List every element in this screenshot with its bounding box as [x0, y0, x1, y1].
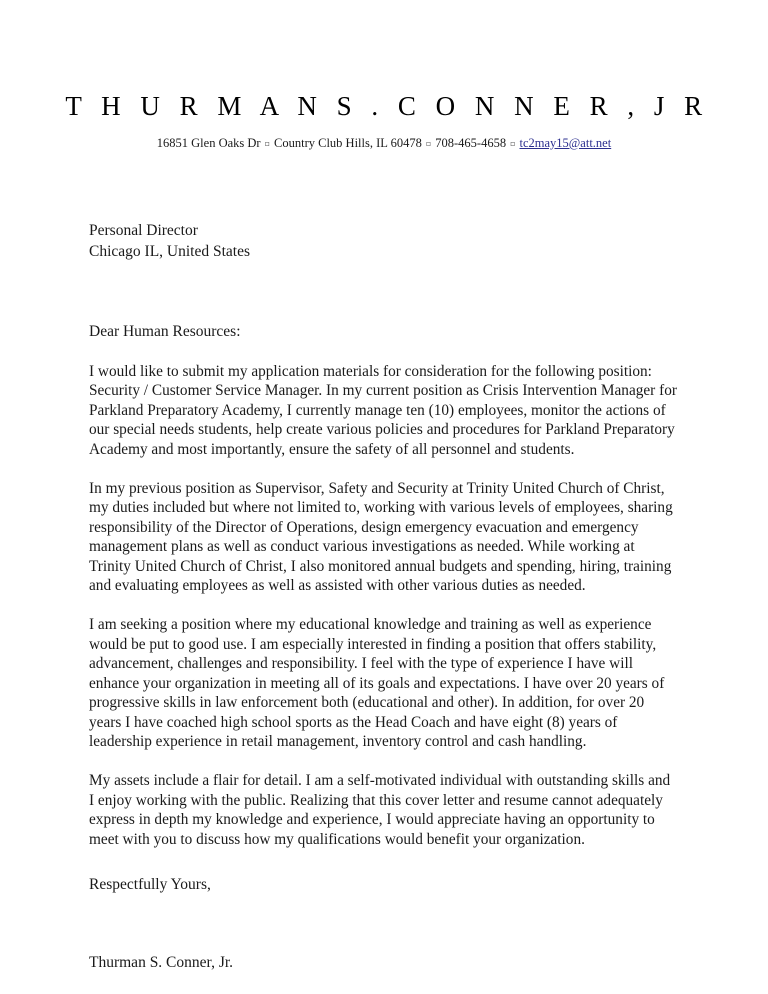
- closing-line: Respectfully Yours,: [89, 875, 211, 893]
- contact-line: [0, 136, 768, 151]
- city-state-zip: Country Club Hills, IL 60478: [274, 135, 422, 150]
- street-address: 16851 Glen Oaks Dr: [156, 135, 261, 150]
- body-paragraph-1: I would like to submit my application materials for consideration for the following position: Security / Customer Service Manager. In my current position as Crisis Intervention Manager for Parkland Preparatory Academy, I currently manage ten (10) employees, monitor the actions of our special needs students, help create various policies and procedures for Parkland Preparatory Academy and most importantly, ensure the safety of all personnel and students.: [89, 363, 677, 458]
- separator-square-icon: ▫: [264, 138, 271, 148]
- body-paragraph-4: My assets include a flair for detail. I am a self-motivated individual with outstanding skills and I enjoy working with the public. Realizing that this cover letter and resume cannot adequately express in depth my knowledge and experience, I would appreciate having an opportunity to meet with you to discuss how my qualifications would benefit your organization.: [89, 772, 671, 848]
- letterhead: [0, 92, 768, 151]
- page-title: T H U R M A N S . C O N N E R , J R: [65, 91, 709, 121]
- recipient-line-2: Chicago IL, United States: [89, 243, 250, 260]
- phone-number: 708-465-4658: [435, 135, 507, 150]
- signature-name: Thurman S. Conner, Jr.: [89, 953, 234, 971]
- body-paragraph-3: I am seeking a position where my educational knowledge and training as well as experience would be put to good use. I am especially interested in finding a position that offers stability, advancement, challenges and responsibility. I feel with the type of experience I have will enhance your organization in meeting all of its goals and expectations. I have over 20 years of progressive skills in law enforcement both (educational and other). In addition, for over 20 years I have coached high school sports as the Head Coach and have eight (8) years of leadership experience in retail management, inventory control and cash handling.: [89, 616, 665, 750]
- recipient-block: [89, 220, 679, 262]
- email-link[interactable]: tc2may15@att.net: [519, 135, 612, 150]
- recipient-line-1: Personal Director: [89, 222, 198, 239]
- body-paragraph-2: In my previous position as Supervisor, Safety and Security at Trinity United Church of Christ, my duties included but where not limited to, working with various levels of employees, sharing responsibility of the Director of Operations, design emergency evacuation and emergency management plans as well as conduct various investigations as needed. While working at Trinity United Church of Christ, I also monitored annual budgets and spending, hiring, training and evaluating employees as well as assisted with other various duties as needed.: [89, 480, 673, 595]
- salutation: Dear Human Resources:: [89, 323, 241, 340]
- separator-square-icon: ▫: [425, 138, 432, 148]
- separator-square-icon: ▫: [510, 138, 516, 148]
- letter-body: [89, 220, 679, 973]
